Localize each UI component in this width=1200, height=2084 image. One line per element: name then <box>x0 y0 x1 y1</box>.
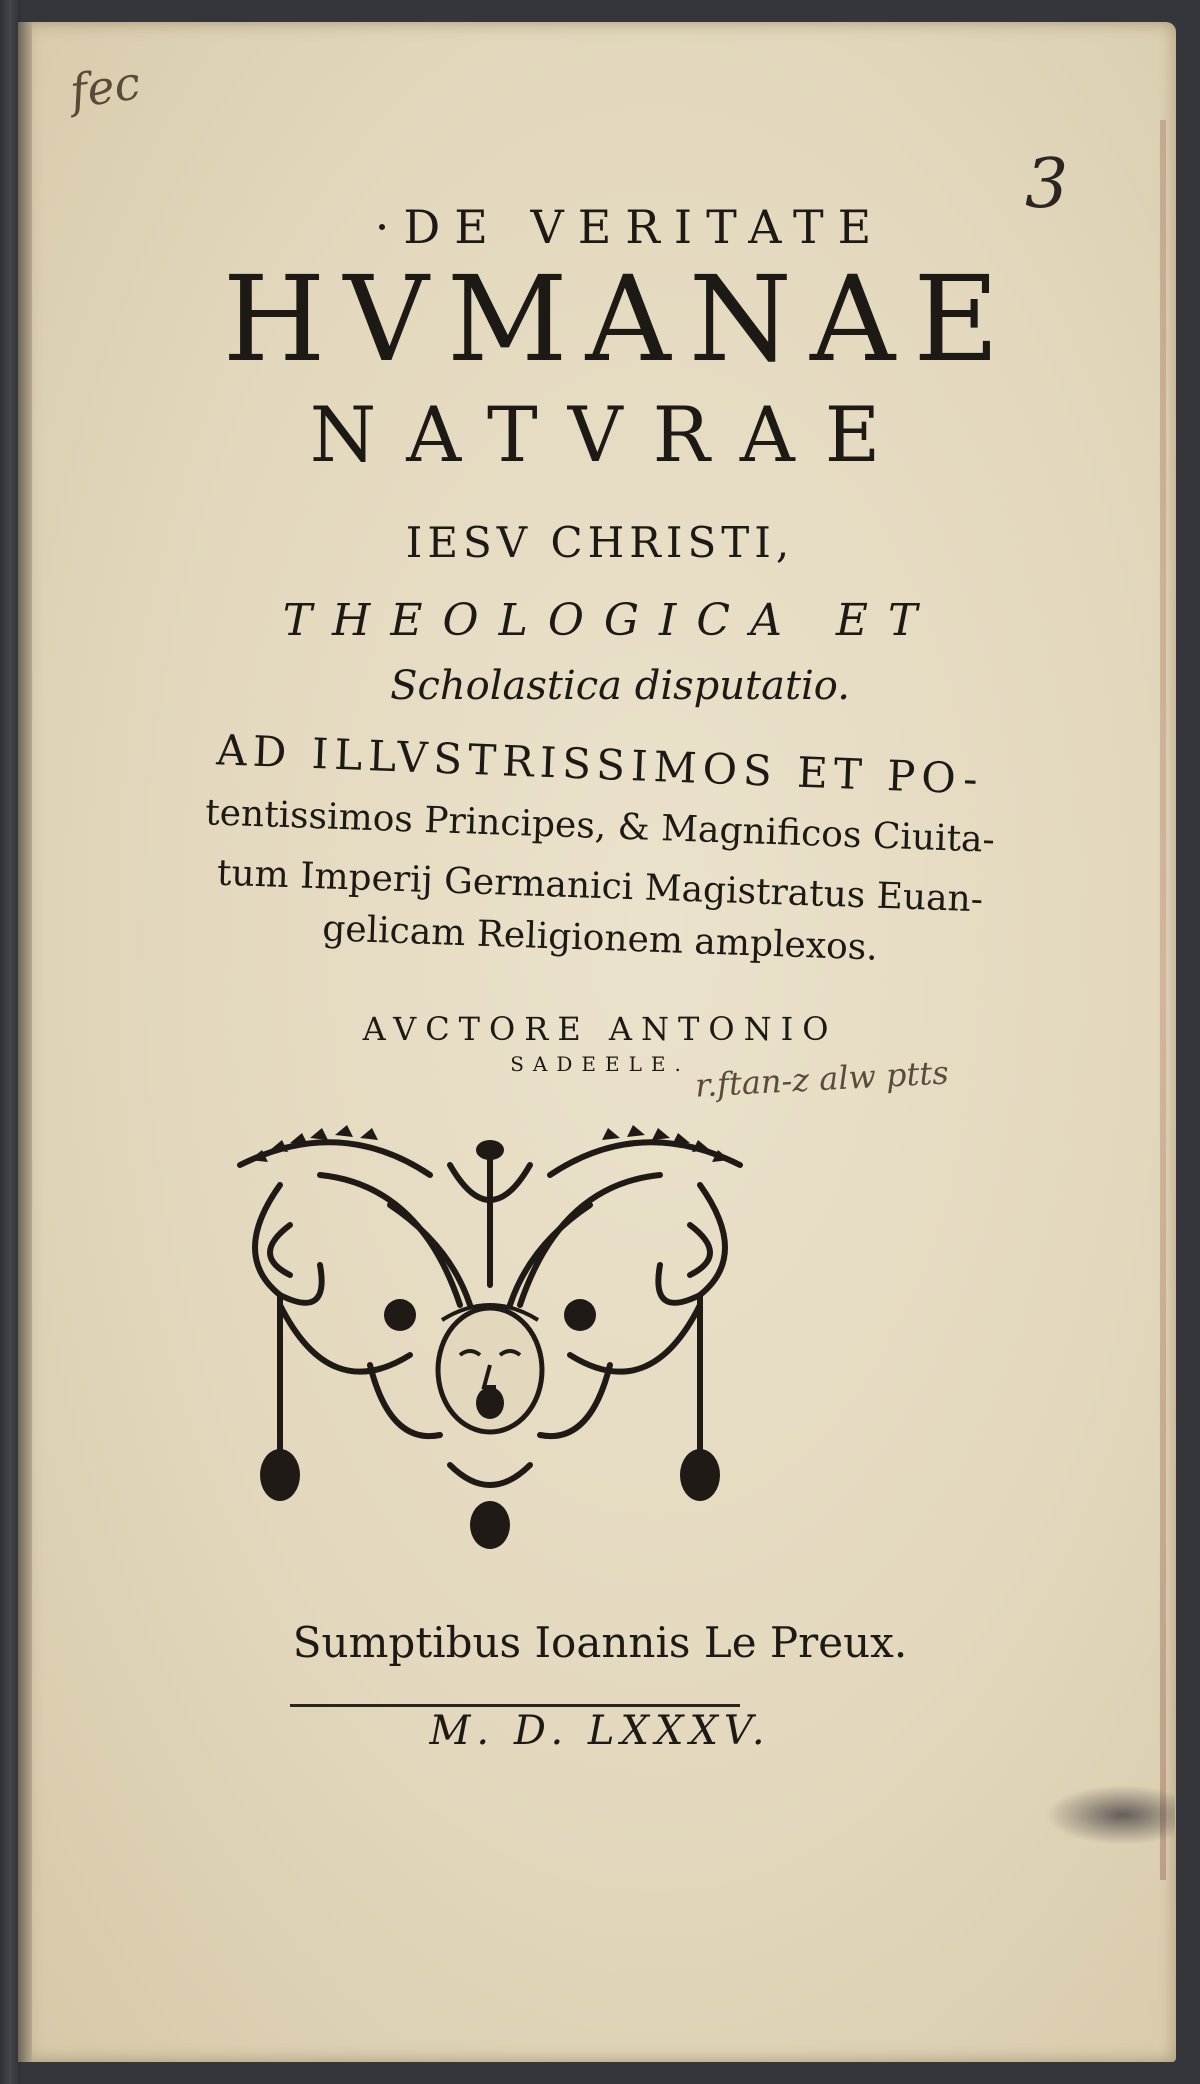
title-line-4: IESV CHRISTI, <box>405 518 795 567</box>
handwritten-page-number: 3 <box>1025 145 1069 224</box>
ink-stain <box>1045 1785 1175 1845</box>
dedication-line-2: tentissimos Principes, & Magnificos Ciuita- <box>204 792 996 861</box>
title-line-6: Scholastica disputatio. <box>390 663 850 709</box>
title-line-3: NATVRAE <box>309 390 911 479</box>
author-line-2: SADEELE. <box>510 1052 690 1076</box>
imprint-line: Sumptibus Ioannis Le Preux. <box>292 1618 908 1667</box>
handwritten-top-left: fec <box>66 55 144 119</box>
title-line-1: ·DE VERITATE <box>374 200 886 254</box>
title-line-2: HVMANAE <box>222 250 1018 388</box>
woodcut-ornament <box>220 1105 760 1585</box>
dedication-line-3: tum Imperij Germanici Magistratus Euan- <box>216 852 984 921</box>
title-line-5: THEOLOGICA ET <box>282 595 938 646</box>
author-line-1: AVCTORE ANTONIO <box>362 1010 838 1048</box>
handwritten-margin-note: r.ftan-z alw ptts <box>694 1053 950 1105</box>
date-line: M. D. LXXXV. <box>429 1708 771 1754</box>
dedication-line-4: gelicam Religionem amplexos. <box>321 908 879 969</box>
dedication-line-1: AD ILLVSTRISSIMOS ET PO- <box>215 725 985 804</box>
imprint-rule <box>290 1704 740 1707</box>
